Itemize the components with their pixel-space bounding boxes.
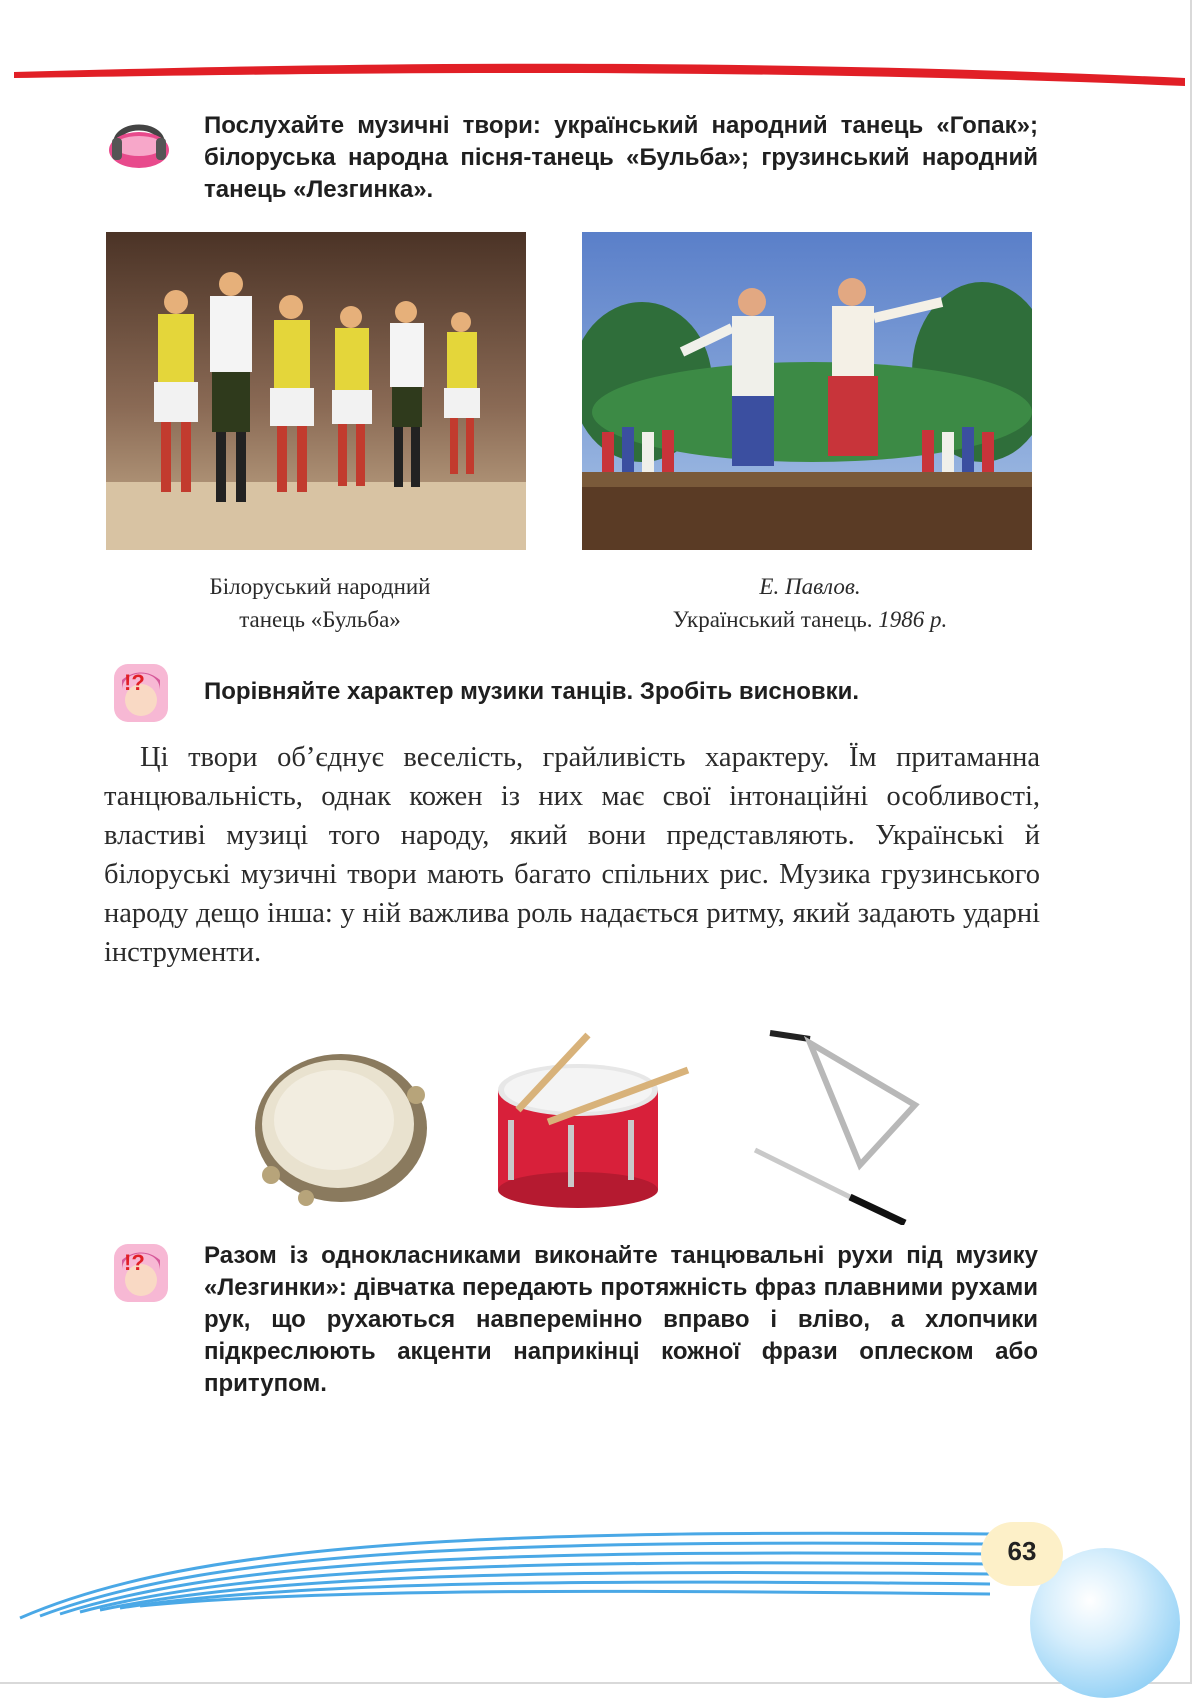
photo1-caption-line1: Білоруський народний — [209, 574, 431, 599]
dance-task-text: Разом із однокласниками виконайте танцювальні рухи під музику «Лезгинки»: дівчатка передають протяжність фраз плавними рухами рук, що рухаються навперемінно вправо і вліво, а хлопчики підкреслюють акценти наприкінці кожної фрази оплеском або притупом. — [204, 1242, 1038, 1397]
svg-text:!?: !? — [124, 1250, 145, 1275]
photo2-caption-author: Е. Павлов. — [759, 574, 861, 599]
listen-task-text: Послухайте музичні твори: український народний танець «Гопак»; білоруська народна пісня-танець «Бульба»; грузинський народний танець «Лезгинка». — [204, 112, 1038, 203]
drum-icon — [488, 1030, 698, 1210]
bulba-dance-photo — [106, 232, 526, 550]
photo2-caption — [600, 570, 1020, 636]
ukrainian-dance-painting — [582, 232, 1032, 550]
headphones-icon — [106, 108, 172, 174]
tambourine-icon — [246, 1040, 436, 1210]
question-girl-icon-2 — [108, 1240, 174, 1306]
question-girl-icon — [108, 660, 174, 726]
photo2-caption-title: Український танець. — [672, 607, 873, 632]
body-paragraph: Ці твори об’єднує веселість, грайливість характеру. Їм притаманна танцювальність, однак кожен із них має свої інтонаційні особливості, властиві музиці того народу, який вони представляють. Українські й білоруські музичні твори мають багато спільних рис. Музика грузинського народу дещо інша: у ній важлива роль надається ритму, який задають ударні інструменти. — [104, 742, 1040, 968]
compare-task-text: Порівняйте характер музики танців. Зробіть висновки. — [204, 678, 860, 705]
photo2-caption-year: 1986 р. — [878, 607, 948, 632]
page-number: 63 — [1007, 1536, 1037, 1566]
svg-text:!?: !? — [124, 670, 145, 695]
top-red-wave — [0, 50, 1192, 100]
triangle-icon — [750, 1025, 930, 1225]
photo1-caption-line2: танець «Бульба» — [239, 607, 401, 632]
photo1-caption — [130, 570, 510, 636]
